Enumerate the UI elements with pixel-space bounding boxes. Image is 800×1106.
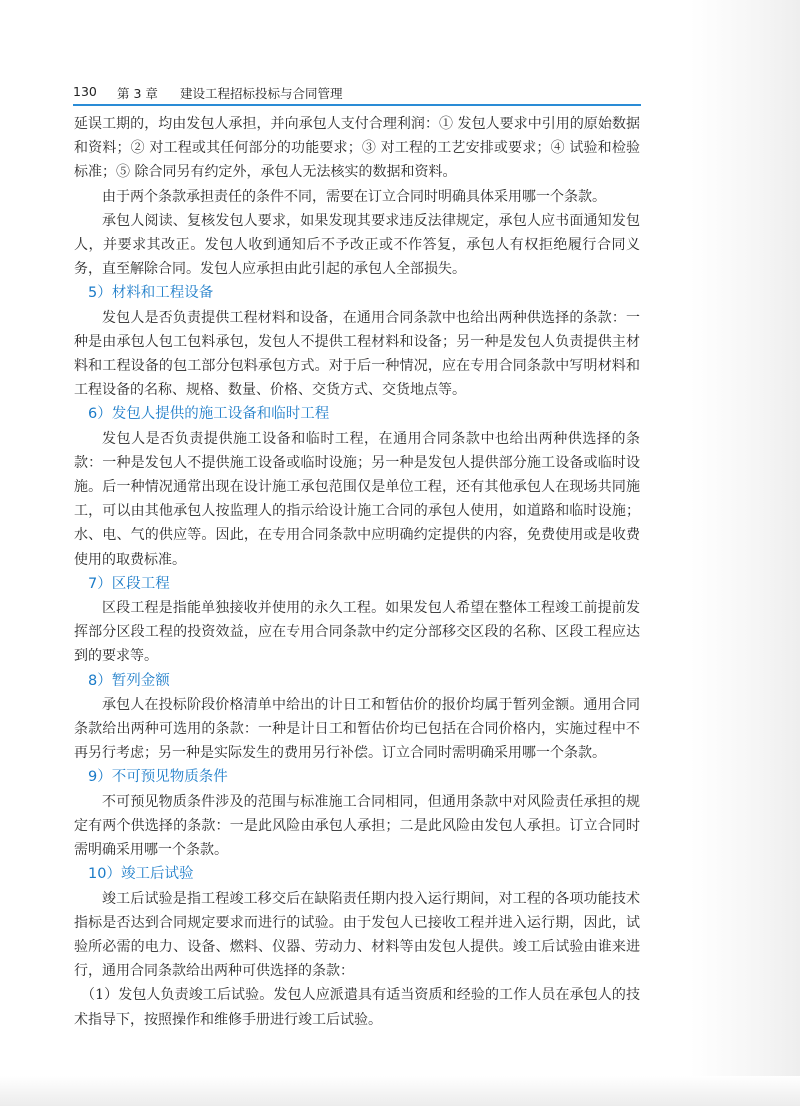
page-edge-shadow	[690, 0, 800, 1106]
paragraph: 区段工程是指能单独接收并使用的永久工程。如果发包人希望在整体工程竣工前提前发挥部分区段工程的投资效益，应在专用合同条款中约定分部移交区段的名称、区段工程应达到的要求等。	[74, 600, 640, 665]
chapter-number: 第 3 章	[117, 86, 158, 101]
section-heading: 7）区段工程	[88, 575, 170, 592]
paragraph: 承包人阅读、复核发包人要求，如果发现其要求违反法律规定，承包人应书面通知发包人，并要求其改正。发包人收到通知后不予改正或不作答复，承包人有权拒绝履行合同义务，直至解除合同。发包人应承担由此引起的承包人全部损失。	[74, 212, 640, 278]
paragraph: 发包人是否负责提供工程材料和设备，在通用合同条款中也给出两种供选择的条款：一种是由承包人包工包料承包，发包人不提供工程材料和设备；另一种是发包人负责提供主材料和工程设备的包工部分包料承包方式。对于后一种情况，应在专用合同条款中写明材料和工程设备的名称、规格、数量、价格、交货方式、交货地点等。	[74, 309, 640, 399]
paragraph: 延误工期的，均由发包人承担，并向承包人支付合理利润：① 发包人要求中引用的原始数据和资料；② 对工程或其任何部分的功能要求；③ 对工程的工艺安排或要求；④ 试验和检验标准；⑤ 除合同另有约定外，承包人无法核实的数据和资料。	[74, 116, 640, 181]
running-header	[73, 84, 641, 106]
paragraph: （1）发包人负责竣工后试验。发包人应派遣具有适当资质和经验的工作人员在承包人的技术指导下，按照操作和维修手册进行竣工后试验。	[74, 987, 640, 1028]
page-body	[74, 112, 640, 1032]
section-heading: 8）暂列金额	[88, 672, 170, 689]
header-rule	[73, 104, 641, 106]
chapter-title: 建设工程招标投标与合同管理	[180, 86, 343, 101]
section-heading: 5）材料和工程设备	[88, 285, 214, 302]
paragraph: 竣工后试验是指工程竣工移交后在缺陷责任期内投入运行期间，对工程的各项功能技术指标是否达到合同规定要求而进行的试验。由于发包人已接收工程并进入运行期，因此，试验所必需的电力、设备、燃料、仪器、劳动力、材料等由发包人提供。竣工后试验由谁来进行，通用合同条款给出两种可供选择的条款：	[74, 890, 640, 980]
page-bottom-shadow	[0, 1076, 800, 1106]
paragraph: 由于两个条款承担责任的条件不同，需要在订立合同时明确具体采用哪一个条款。	[102, 188, 606, 205]
paragraph: 不可预见物质条件涉及的范围与标准施工合同相同，但通用条款中对风险责任承担的规定有两个供选择的条款：一是此风险由承包人承担；二是此风险由发包人承担。订立合同时需明确采用哪一个条款。	[74, 793, 640, 859]
page-number: 130	[73, 84, 97, 99]
section-heading: 9）不可预见物质条件	[88, 769, 228, 786]
paragraph: 发包人是否负责提供施工设备和临时工程，在通用合同条款中也给出两种供选择的条款：一种是发包人不提供施工设备或临时设施；另一种是发包人提供部分施工设备或临时设施。后一种情况通常出现在设计施工承包范围仅是单位工程，还有其他承包人在现场共同施工，可以由其他承包人按监理人的指示给设计施工合同的承包人使用，如道路和临时设施；水、电、气的供应等。因此，在专用合同条款中应明确约定提供的内容，免费使用或是收费使用的取费标准。	[74, 430, 640, 568]
section-heading: 6）发包人提供的施工设备和临时工程	[88, 406, 330, 423]
section-heading: 10）竣工后试验	[88, 866, 194, 883]
paragraph: 承包人在投标阶段价格清单中给出的计日工和暂估价的报价均属于暂列金额。通用合同条款给出两种可选用的条款：一种是计日工和暂估价均已包括在合同价格内，实施过程中不再另行考虑；另一种是实际发生的费用另行补偿。订立合同时需明确采用哪一个条款。	[74, 696, 640, 762]
